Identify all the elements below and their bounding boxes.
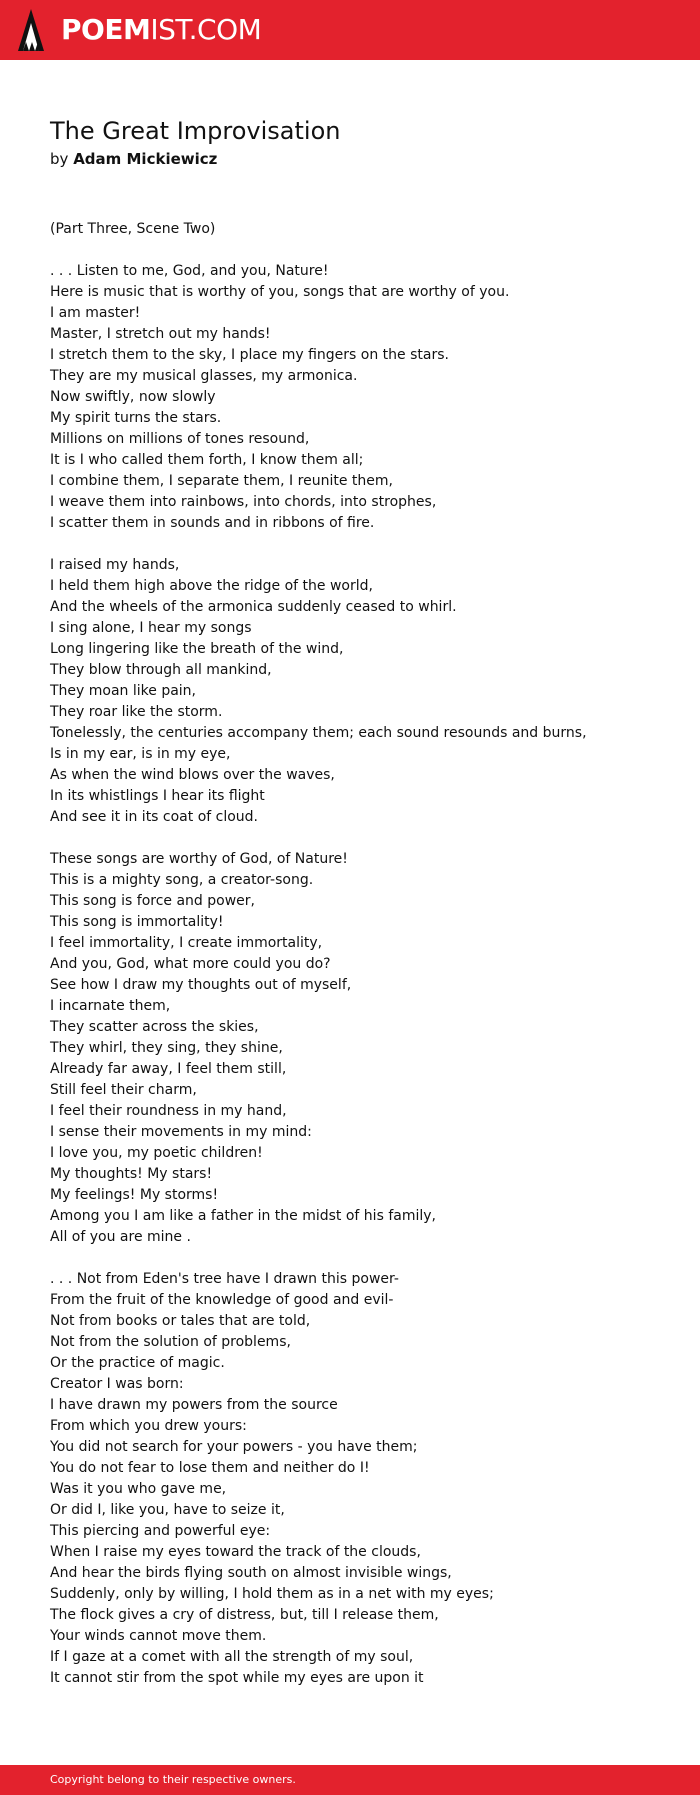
poem-line: These songs are worthy of God, of Nature! — [50, 851, 348, 867]
poem-line: They roar like the storm. — [50, 704, 223, 720]
poem-line: You did not search for your powers - you have them; — [50, 1439, 418, 1455]
poem-body — [50, 219, 670, 1689]
poem-line: I raised my hands, — [50, 557, 180, 573]
byline — [50, 148, 217, 170]
poem-title: The Great Improvisation — [50, 117, 341, 145]
poem-line: Or the practice of magic. — [50, 1355, 225, 1371]
author-name[interactable]: Adam Mickiewicz — [73, 150, 218, 168]
poem-line: I scatter them in sounds and in ribbons of fire. — [50, 515, 375, 531]
poem-line: They blow through all mankind, — [50, 662, 272, 678]
poem-line: Was it you who gave me, — [50, 1481, 227, 1497]
poem-line: And hear the birds flying south on almost invisible wings, — [50, 1565, 452, 1581]
logo-bold-text: POEM — [61, 13, 151, 46]
poem-line: I sense their movements in my mind: — [50, 1124, 312, 1140]
poem-line: I am master! — [50, 305, 141, 321]
poem-line: I weave them into rainbows, into chords, into strophes, — [50, 494, 437, 510]
poem-line: In its whistlings I hear its flight — [50, 788, 265, 804]
poem-line: Tonelessly, the centuries accompany them; each sound resounds and burns, — [50, 725, 587, 741]
poem-line: My thoughts! My stars! — [50, 1166, 213, 1182]
poem-line: I feel their roundness in my hand, — [50, 1103, 287, 1119]
poem-line: It is I who called them forth, I know them all; — [50, 452, 364, 468]
poem-line: Creator I was born: — [50, 1376, 184, 1392]
poem-line: When I raise my eyes toward the track of the clouds, — [50, 1544, 421, 1560]
poem-line: I sing alone, I hear my songs — [50, 620, 252, 636]
poem-line: Not from the solution of problems, — [50, 1334, 291, 1350]
poem-line: Your winds cannot move them. — [50, 1628, 267, 1644]
poem-line: This song is immortality! — [50, 914, 224, 930]
poem-line: Here is music that is worthy of you, songs that are worthy of you. — [50, 284, 510, 300]
poem-line: Among you I am like a father in the midst of his family, — [50, 1208, 436, 1224]
pencil-tip-icon[interactable] — [18, 9, 44, 51]
logo-light-text: IST.COM — [150, 13, 262, 46]
site-footer — [0, 1765, 700, 1795]
poem-line: See how I draw my thoughts out of myself, — [50, 977, 352, 993]
poem-line: All of you are mine . — [50, 1229, 191, 1245]
poem-line: They scatter across the skies, — [50, 1019, 259, 1035]
poem-line: This song is force and power, — [50, 893, 255, 909]
poem-line: Now swiftly, now slowly — [50, 389, 216, 405]
poem-line: My spirit turns the stars. — [50, 410, 222, 426]
poem-line: I incarnate them, — [50, 998, 171, 1014]
poem-line: As when the wind blows over the waves, — [50, 767, 335, 783]
poem-line: I held them high above the ridge of the world, — [50, 578, 373, 594]
poem-line: From the fruit of the knowledge of good and evil- — [50, 1292, 394, 1308]
poem-line: You do not fear to lose them and neither do I! — [50, 1460, 370, 1476]
poem-line: From which you drew yours: — [50, 1418, 247, 1434]
poem-line: The flock gives a cry of distress, but, till I release them, — [50, 1607, 439, 1623]
poem-line: I have drawn my powers from the source — [50, 1397, 338, 1413]
poem-line: Or did I, like you, have to seize it, — [50, 1502, 285, 1518]
poem-line: If I gaze at a comet with all the strength of my soul, — [50, 1649, 414, 1665]
stanza-gap — [50, 828, 670, 849]
stanza-gap — [50, 240, 670, 261]
copyright-text: Copyright belong to their respective owners. — [50, 1773, 296, 1786]
poem-line: And the wheels of the armonica suddenly ceased to whirl. — [50, 599, 457, 615]
poem-line: Still feel their charm, — [50, 1082, 197, 1098]
poem-line: It cannot stir from the spot while my eyes are upon it — [50, 1670, 424, 1686]
poem-line: They whirl, they sing, they shine, — [50, 1040, 283, 1056]
poem-line: This is a mighty song, a creator-song. — [50, 872, 314, 888]
poem-line: Millions on millions of tones resound, — [50, 431, 310, 447]
poem-line: Suddenly, only by willing, I hold them as in a net with my eyes; — [50, 1586, 494, 1602]
poem-line: I feel immortality, I create immortality, — [50, 935, 323, 951]
site-header — [0, 0, 700, 60]
poem-line: (Part Three, Scene Two) — [50, 221, 216, 237]
poem-line: And see it in its coat of cloud. — [50, 809, 259, 825]
poem-line: This piercing and powerful eye: — [50, 1523, 271, 1539]
poem-line: I stretch them to the sky, I place my fingers on the stars. — [50, 347, 449, 363]
poem-line: Master, I stretch out my hands! — [50, 326, 271, 342]
poem-line: I love you, my poetic children! — [50, 1145, 263, 1161]
poem-line: Not from books or tales that are told, — [50, 1313, 311, 1329]
poem-line: Is in my ear, is in my eye, — [50, 746, 231, 762]
by-label: by — [50, 150, 69, 168]
poem-line: Long lingering like the breath of the wind, — [50, 641, 344, 657]
poem-line: My feelings! My storms! — [50, 1187, 219, 1203]
poem-line: . . . Not from Eden's tree have I drawn this power- — [50, 1271, 399, 1287]
site-logo[interactable] — [61, 12, 261, 48]
poem-line: . . . Listen to me, God, and you, Nature! — [50, 263, 329, 279]
poem-line: They are my musical glasses, my armonica. — [50, 368, 358, 384]
stanza-gap — [50, 534, 670, 555]
poem-line: Already far away, I feel them still, — [50, 1061, 287, 1077]
stanza-gap — [50, 1248, 670, 1269]
poem-line: And you, God, what more could you do? — [50, 956, 331, 972]
poem-line: I combine them, I separate them, I reunite them, — [50, 473, 393, 489]
poem-line: They moan like pain, — [50, 683, 197, 699]
